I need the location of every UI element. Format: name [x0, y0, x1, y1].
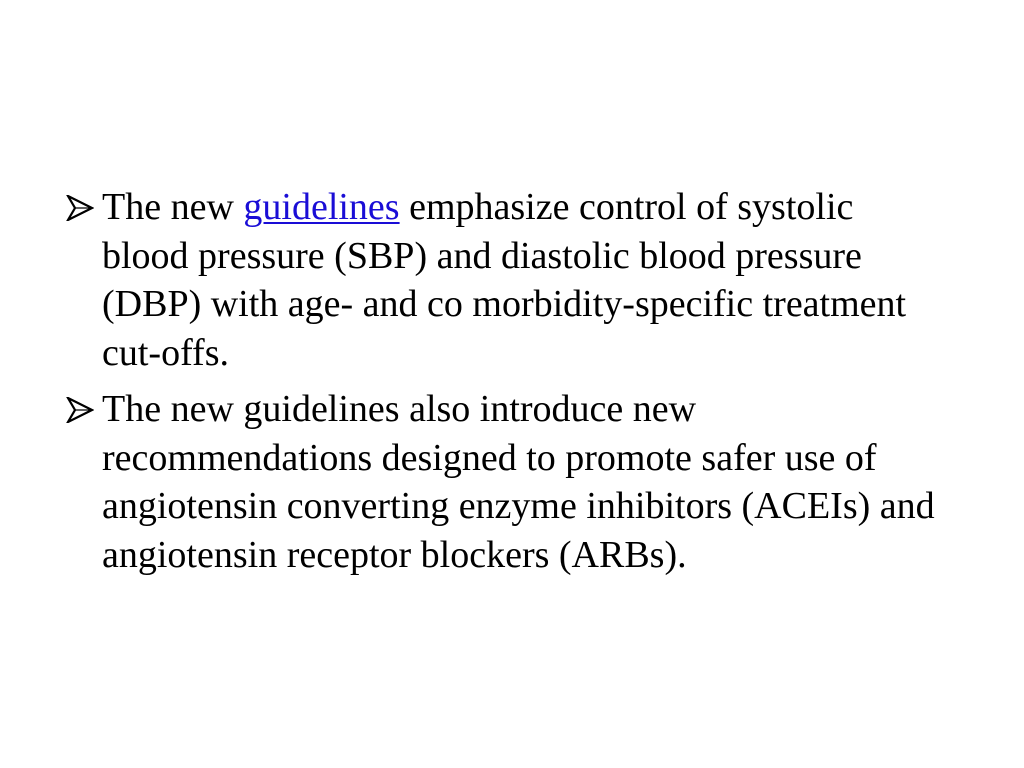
arrowhead-bullet-icon: [62, 385, 98, 433]
bullet-item-guidelines-emphasis: [62, 183, 942, 377]
bullet-text-suffix: emphasize control of systolic blood pressure (SBP) and diastolic blood pressure (DBP) with age- and co morbidity-specific treatment cut-offs.: [102, 186, 907, 374]
guidelines-link[interactable]: guidelines: [243, 186, 400, 228]
bullet-text-prefix: The new: [102, 186, 244, 228]
arrowhead-bullet-icon: [62, 183, 98, 231]
bullet-item-new-recommendations: [62, 385, 942, 579]
bullet-text: The new guidelines also introduce new recommendations designed to promote safer use of angiotensin converting enzyme inhibitors (ACEIs) and angiotensin receptor blockers (ARBs).: [102, 388, 935, 576]
bullet-list: [62, 183, 942, 587]
